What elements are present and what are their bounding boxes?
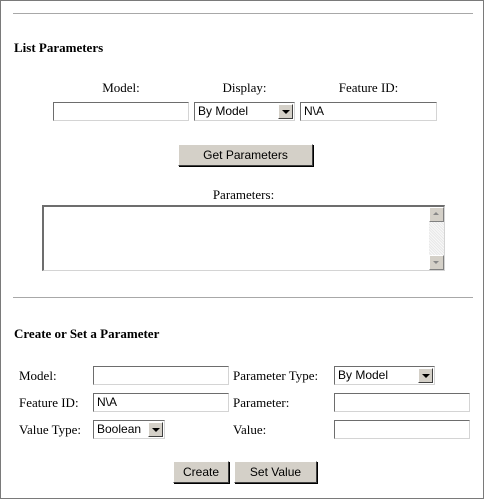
create-model-label: Model: [19,368,57,383]
chevron-down-icon[interactable] [148,422,163,437]
list-model-input[interactable] [53,102,189,121]
parameter-type-select[interactable] [334,366,435,385]
parameter-type-label: Parameter Type: [233,368,319,383]
list-parameters-heading: List Parameters [14,40,104,55]
parameters-scrollbar[interactable] [429,207,444,270]
scroll-up-icon[interactable] [429,207,444,222]
list-display-label: Display: [222,80,267,95]
parameter-label: Parameter: [233,395,290,410]
create-parameter-heading: Create or Set a Parameter [14,326,160,341]
parameters-textarea[interactable] [42,205,445,271]
list-display-select-value: By Model [198,104,249,118]
value-type-label: Value Type: [19,422,82,437]
get-parameters-button[interactable]: Get Parameters [178,144,313,166]
value-input[interactable] [334,420,470,439]
parameter-input[interactable] [334,393,470,412]
list-display-select[interactable] [194,102,295,121]
list-model-label: Model: [102,80,140,95]
scroll-down-icon[interactable] [429,255,444,270]
list-feature-id-input[interactable]: N\A [300,102,437,121]
list-feature-id-label: Feature ID: [338,80,399,95]
parameter-type-select-value: By Model [338,368,389,382]
chevron-down-icon[interactable] [418,368,433,383]
value-label: Value: [233,422,267,437]
create-button[interactable]: Create [173,461,229,483]
chevron-down-icon[interactable] [278,104,293,119]
value-type-select-value: Boolean [97,422,142,436]
parameters-label: Parameters: [212,187,275,202]
top-divider [13,13,473,14]
create-model-input[interactable] [93,366,229,385]
value-type-select[interactable] [93,420,165,439]
section-divider [13,297,473,298]
create-feature-id-label: Feature ID: [19,395,79,410]
create-feature-id-input[interactable]: N\A [93,393,229,412]
set-value-button[interactable]: Set Value [234,461,317,483]
